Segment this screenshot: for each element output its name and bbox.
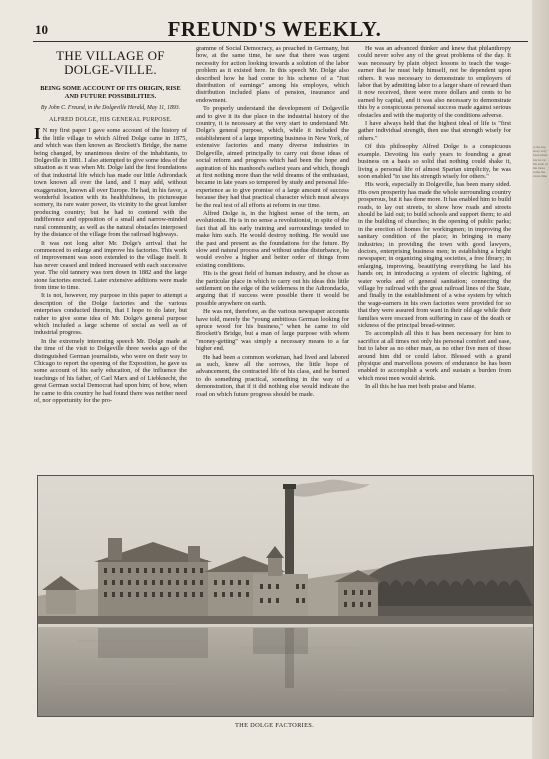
paragraph: It was not long after Mr. Dolge's arrival that he commenced to enlarge and improve his factories. This work of improvement was soon extended to the village itself. It has never ceased and indeed increased with each successive year. The old tannery was torn down in 1882 and the large stone factories erected. Later extensive additions were made from time to time. bbox=[34, 239, 187, 291]
article-subtitle: BEING SOME ACCOUNT OF ITS ORIGIN, RISE AND FUTURE POSSIBILITIES. bbox=[40, 85, 181, 100]
paragraph: gramme of Social Democracy, as preached in Germany, but how, at the same time, he saw that there was urgent necessity for action looking towards a solution of the labor problem as it existed here. In this speech Mr. Dolge also described how he had come to his scheme of a "Just distribution of earnings" among his employes, which distribution included plans of pension, insurance and endowment. bbox=[196, 45, 349, 104]
paragraph: In all this he has met both praise and blame. bbox=[365, 383, 476, 391]
paragraph: Of this philosophy Alfred Dolge is a conspicuous example. Devoting his early years to founding a great business on a basis so solid that nothing could shake it, living a personal life of almost Spartan simplicity, he was soon enabled "to use his strength wisely for others." bbox=[358, 143, 511, 180]
column-2 bbox=[196, 45, 349, 399]
paragraph: His is the great field of human industry, and he chose as the particular place in which to carry out his ideas this little settlement on the edge of the wilderness in the Adirondacks, arguing that if success were possible there it would be possible anywhere on earth. bbox=[196, 270, 349, 307]
article-byline: By John C. Freund, in the Dolgeville Herald, May 11, 1893. bbox=[40, 105, 181, 111]
adjacent-page-text: n, the ing story very been rmed nd, in car his such of the more some the clous time bbox=[533, 145, 548, 179]
paragraph-text: N my first paper I gave some account of the history of the little village to which Alfred Dolge came in 1875, and which was then known as Brockett's Bridge, the name being changed, by unanimous desire of the inhabitants, to Dolgeville in 1881. I also attempted to give some idea of the situation as it was when Mr. Dolge laid the first foundations of that industrial life which has made our little Adirondack town known all over the land, and I may add, without exaggeration, known all over Europe. He had, in his favor, a wonderful location with its healthfulness, its picturesque scenery, its rare water power, its vicinity to the great lumber producing country; but he had to contend with the indifference and opposition of a small and narrow-minded rural community, as well as the natural obstacles interposed by the distance of the village from the railroad highways. bbox=[34, 127, 187, 239]
drop-cap: I bbox=[34, 124, 41, 144]
page-number: 10 bbox=[35, 22, 48, 37]
column-1 bbox=[34, 45, 187, 405]
paragraph: His work, especially in Dolgeville, has been many sided. His own prosperity has made the whole surrounding country prosperous, but it has done more. It has enabled him to build roads, to lay out streets, to show how roads and streets should be laid out; to build schools and support them; to aid in the building of churches; in the opening of public parks; in the erection of homes for workingmen; in improving the sanitary condition of the place; in bringing in many industries; in providing the town with good lawyers, doctors, enterprising business men; in establishing a bright newspaper; in organizing singing societies, a free library; in enlarging, improving, beautifying everything he laid his hands on; in introducing a system of electric lighting, of water works and of general sanitation; connecting the village by railroad with the great railroad lines of the State, and finally in the establishment of a wise system by which the wage-earners in his own factories were provided for so that they were assured from want in their old age while their families were rescued from suffering in case of the death or sickness of the principal bread-winner. bbox=[358, 181, 511, 330]
column-3 bbox=[358, 45, 511, 392]
paragraph: To accomplish all this it has been necessary for him to sacrifice at all times not only his personal comfort and ease, but to labor as no other man, as no other five men of those around him did or could labor. Blessed with a grand physique and marvellous powers of endurance he has been enabled to accomplish a work and sustain a burden from which most men would shrink. bbox=[358, 330, 511, 382]
paragraph: In the extremely interesting speech Mr. Dolge made at the time of the visit to Dolgeville three weeks ago of the distinguished German journalists, who were on their way to Chicago to report the opening of the Exposition, he gave us some account of his early education, of the influence the teachings of his father, of Carl Marx and of Liebknecht, the great German social Democrat had upon him; of how, when he came to this country he had found there was neither need of, nor opportunity for the pro- bbox=[34, 337, 187, 405]
adjacent-page-edge bbox=[532, 0, 549, 759]
paragraph: To properly understand the development of Dolgeville and to give it its due place in the industrial history of the country, it is necessary at the very start to understand Mr. Dolge's general purpose, which, while it included the establishment of a large importing business in New York, of extensive factories and many diverse industries in Dolgeville, aimed principally to carry out those ideas of social reform and progress which had been the hope and aspiration of his manhood's earliest years and which, though at first nothing more than the wild dreams of the enthusiast, became in late years so tempered by study and personal life-experience as to give promise of a large amount of success because they had that practical character which must always be the real test of all efforts at reform in our time. bbox=[196, 105, 349, 209]
figure-caption: THE DOLGE FACTORIES. bbox=[234, 722, 315, 729]
section-heading: ALFRED DOLGE, HIS GENERAL PURPOSE. bbox=[49, 117, 172, 123]
header-rule bbox=[33, 41, 528, 42]
paragraph bbox=[34, 124, 187, 239]
paragraph: It is not, however, my purpose in this paper to attempt a description of the Dolge factories and the various enterprises conducted therein, that I hope to do later, but rather to give some idea of Mr. Dolge's general purpose which included a large scheme of social as well as of industrial progress. bbox=[34, 292, 187, 337]
article-title: THE VILLAGE OF DOLGE-VILLE. bbox=[56, 48, 165, 77]
paragraph: I have always held that the highest ideal of life is "first gather individual strength, then use that strength wisely for others." bbox=[358, 120, 511, 142]
factory-photograph bbox=[37, 475, 534, 717]
paragraph: He was an advanced thinker and knew that philanthropy could never solve any of the great problems of the day. It was necessary by plain object lessons to teach the wage-earner that he must help himself, not be dependent upon others. It was necessary to demonstrate to employers of labor that by admitting labor to a larger share of reward than it now received, there were more dollars and cents to be earned by capital, and it was also necessary to demonstrate this by a conspicuous personal success made against serious obstacles and with the majority of the conditions adverse. bbox=[358, 45, 511, 119]
paragraph: He had been a common workman, had lived and labored as such, knew all the sorrows, the little hope of advancement, the contracted life of his class, and he burned to do something practical, something in the way of a demonstration, that if it did nothing else would indicate the road on which future progress should be made. bbox=[196, 353, 349, 398]
masthead: FREUND'S WEEKLY. bbox=[167, 17, 382, 41]
paragraph: Alfred Dolge is, in the highest sense of the term, an evolutionist. He is in no sense a revolutionist, in spite of the fact that all his early training and surroundings tended to make him such. He would destroy nothing. He would use the past and present as the foundations for the future. By slow and natural process and without undue disturbance, he would evolve a higher and better order of things from existing conditions. bbox=[196, 209, 349, 269]
paragraph: He was not, therefore, as the various newspaper accounts have told, merely the "young ambitious German looking for spruce wood for his business," when he came to old Brockett's Bridge, but a man of large purpose with whom "money-getting" was simply a necessary means to a far higher end. bbox=[196, 308, 349, 353]
factory-illustration bbox=[38, 476, 533, 716]
